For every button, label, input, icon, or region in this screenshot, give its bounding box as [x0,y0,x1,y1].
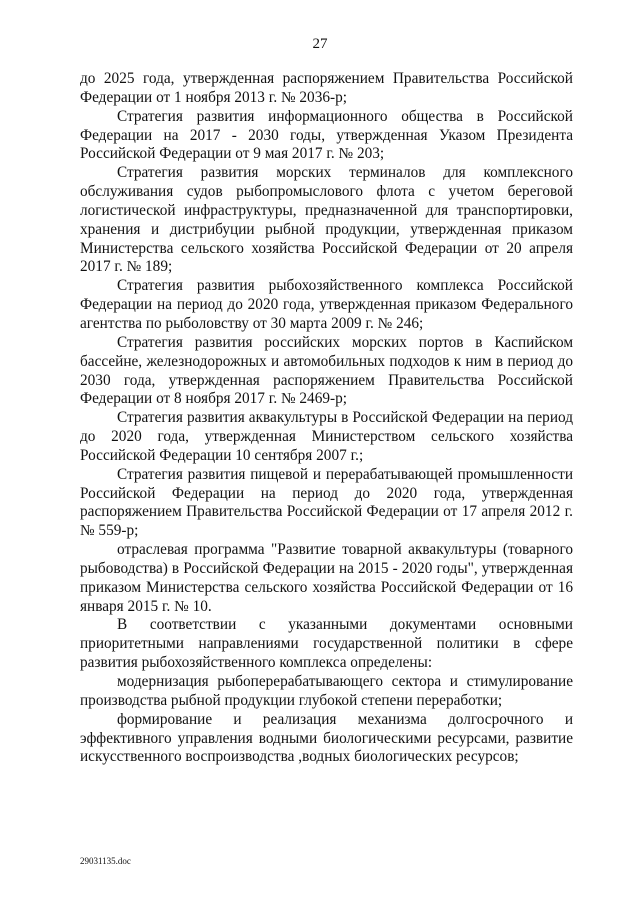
paragraph: отраслевая программа "Развитие товарной аквакультуры (товарного рыбоводства) в Российской Федерации на 2015 - 2020 годы", утвержденная приказом Министерства сельского хозяйства Российской Федерации от 16 января 2015 г. № 10. [80,541,573,615]
paragraph: Стратегия развития информационного общества в Российской Федерации на 2017 - 2030 годы, утвержденная Указом Президента Российской Федерации от 9 мая 2017 г. № 203; [80,107,573,163]
paragraph: В соответствии с указанными документами основными приоритетными направлениями государственной политики в сфере развития рыбохозяйственного комплекса определены: [80,616,573,672]
paragraph: Стратегия развития пищевой и перерабатывающей промышленности Российской Федерации на период до 2020 года, утвержденная распоряжением Правительства Российской Федерации от 17 апреля 2012 г. № 559-р; [80,465,573,540]
paragraph: формирование и реализация механизма долгосрочного и эффективного управления водными биологическими ресурсами, развитие искусственного воспроизводства ,водных биологических ресурсов; [80,710,573,766]
paragraph: Стратегия развития морских терминалов для комплексного обслуживания судов рыбопромыслового флота с учетом береговой логистической инфраструктуры, предназначенной для транспортировки, хранения и дистрибуции рыбной продукции, утвержденная приказом Министерства сельского хозяйства Российской Федерации от 20 апреля 2017 г. № 189; [80,164,573,276]
page-number: 27 [312,36,328,52]
paragraph: до 2025 года, утвержденная распоряжением Правительства Российской Федерации от 1 ноября 2013 г. № 2036-р; [80,70,573,106]
paragraph: модернизация рыбоперерабатывающего сектора и стимулирование производства рыбной продукции глубокой степени переработки; [80,673,573,709]
paragraph: Стратегия развития рыбохозяйственного комплекса Российской Федерации на период до 2020 года, утвержденная приказом Федерального агентства по рыболовству от 30 марта 2009 г. № 246; [80,277,573,332]
footer-filename: 29031135.doc [80,856,131,866]
document-body [80,70,573,767]
paragraph: Стратегия развития российских морских портов в Каспийском бассейне, железнодорожных и автомобильных подходов к ним в период до 2030 года, утвержденная распоряжением Правительства Российской Федерации от 8 ноября 2017 г. № 2469-р; [80,333,573,408]
paragraph: Стратегия развития аквакультуры в Российской Федерации на период до 2020 года, утвержденная Министерством сельского хозяйства Российской Федерации 10 сентября 2007 г.; [80,409,573,464]
